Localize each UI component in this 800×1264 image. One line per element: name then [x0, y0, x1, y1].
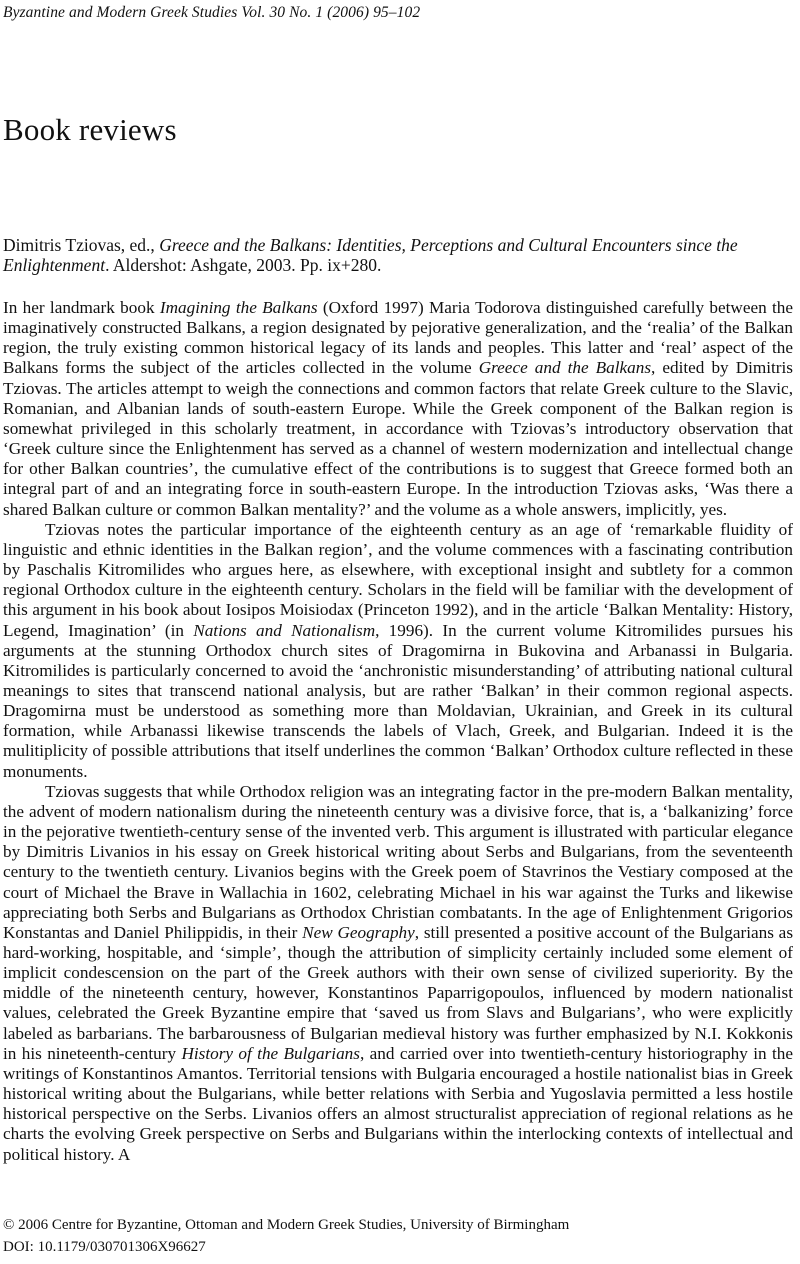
book-citation — [3, 235, 790, 275]
review-body — [3, 298, 793, 1165]
text-run: Tziovas suggests that while Orthodox religion was an integrating factor in the pre-modern Balkan mentality, the advent of modern nationalism during the nineteenth century was a divisive force, that is, a ‘balkanizing’ force in the pejorative twentieth-century sense of the invented verb. This argument is illustrated with particular elegance by Dimitris Livanios in his essay on Greek historical writing about Serbs and Bulgarians, from the seventeenth century to the twentieth century. Livanios begins with the Greek poem of Stavrinos the Vestiary composed at the court of Michael the Brave in Wallachia in 1602, celebrating Michael in his war against the Turks and likewise appreciating both Serbs and Bulgarians as Orthodox Christian combatants. In the age of Enlightenment Grigorios Konstantas and Daniel Philippidis, in their — [3, 781, 793, 942]
italic-title: History of the Bulgarians — [181, 1043, 360, 1063]
paragraph-2 — [3, 520, 793, 782]
section-title: Book reviews — [3, 112, 177, 147]
citation-publication: . Aldershot: Ashgate, 2003. Pp. ix+280. — [105, 255, 382, 275]
text-run: , and carried over into twentieth-century historiography in the writings of Konstantinos Amantos. Territorial tensions with Bulgaria encouraged a hostile nationalist bias in Greek historical writing about the Bulgarians, while better relations with Serbia and Yugoslavia permitted a less hostile historical perspective on the Serbs. Livanios offers an almost structuralist appreciation of regional relations as he charts the evolving Greek perspective on Serbs and Bulgarians within the interlocking contexts of intellectual and political history. A — [3, 1043, 793, 1164]
italic-title: New Geography — [302, 922, 415, 942]
text-run: In her landmark book — [3, 298, 160, 317]
text-run: , still presented a positive account of the Bulgarians as hard-working, hospitable, and ‘simple’, though the attribution of simplicity certainly included some element of implicit condescension on the part of the Greek authors with their own sense of civilized superiority. By the middle of the nineteenth century, however, Konstantinos Paparrigopoulos, influenced by modern nationalist values, celebrated the Greek Byzantine empire that ‘saved us from Slavs and Bulgarians’, who were explicitly labeled as barbarians. The barbarousness of Bulgarian medieval history was further emphasized by N.I. Kokkonis in his nineteenth-century — [3, 922, 794, 1063]
paragraph-1 — [3, 298, 793, 520]
citation-book-title: Greece and the Balkans: Identities, Perceptions and Cultural Encounters since the Enlightenment — [3, 235, 738, 275]
running-head: Byzantine and Modern Greek Studies Vol. 30 No. 1 (2006) 95–102 — [3, 4, 421, 21]
italic-title: Greece and the Balkans — [478, 358, 652, 378]
copyright-notice: © 2006 Centre for Byzantine, Ottoman and Modern Greek Studies, University of Birmingham — [3, 1217, 570, 1233]
paragraph-3 — [3, 782, 793, 1165]
text-run: , 1996). In the current volume Kitromilides pursues his arguments at the stunning Orthodox church sites of Dragomirna in Bukovina and Arbanassi in Bulgaria. Kitromilides is particularly concerned to avoid the ‘anchronistic misunderstanding’ of attributing national cultural meanings to sites that transcend national analysis, but are rather ‘Balkan’ in their common regional aspects. Dragomirna must be understood as something more than Moldavian, Ukrainian, and Greek in its cultural formation, while Arbanassi likewise transcends the labels of Vlach, Greek, and Bulgarian. Indeed it is the mulitiplicity of possible attributions that itself underlines the common ‘Balkan’ Orthodox culture reflected in these monuments. — [3, 620, 793, 781]
text-run: Tziovas notes the particular importance of the eighteenth century as an age of ‘remarkable fluidity of linguistic and ethnic identities in the Balkan region’, and the volume commences with a fascinating contribution by Paschalis Kitromilides who argues here, as elsewhere, with exceptional insight and subtlety for a common regional Orthodox culture in the eighteenth century. Scholars in the field will be familiar with the development of this argument in his book about Iosipos Moisiodax (Princeton 1992), and in the article ‘Balkan Mentality: History, Legend, Imagination’ (in — [3, 519, 793, 640]
citation-author: Dimitris Tziovas, ed., — [3, 235, 160, 255]
text-run: (Oxford 1997) Maria Todorova distinguished carefully between the imaginatively constructed Balkans, a region designated by pejorative generalization, and the ‘realia’ of the Balkan region, the truly existing common historical legacy of its lands and peoples. This latter and ‘real’ aspect of the Balkans forms the subject of the articles collected in the volume — [3, 298, 794, 378]
doi-link[interactable]: DOI: 10.1179/030701306X96627 — [3, 1239, 206, 1255]
italic-title: Imagining the Balkans — [159, 298, 318, 317]
text-run: , edited by Dimitris Tziovas. The articles attempt to weigh the connections and common factors that relate Greek culture to the Slavic, Romanian, and Albanian lands of south-eastern Europe. While the Greek component of the Balkan region is somewhat privileged in this scholarly treatment, in accordance with Tziovas’s introductory observation that ‘Greek culture since the Enlightenment has served as a channel of western modernization and intellectual change for other Balkan countries’, the cumulative effect of the contributions is to suggest that Greece formed both an integral part of and an integrating force in south-eastern Europe. In the introduction Tziovas asks, ‘Was there a shared Balkan culture or common Balkan mentality?’ and the volume as a whole answers, implicitly, yes. — [3, 358, 793, 519]
italic-title: Nations and Nationalism — [193, 620, 376, 640]
page-footer — [3, 1214, 569, 1258]
